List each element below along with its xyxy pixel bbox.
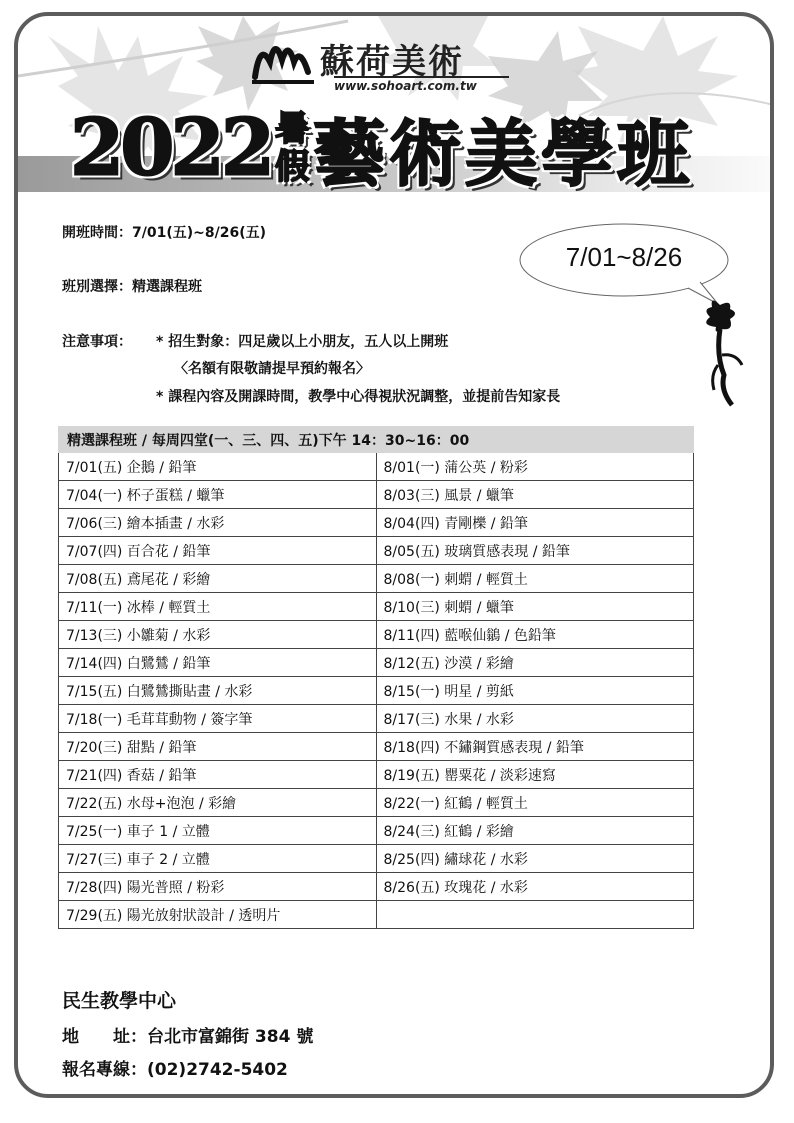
table-row (59, 873, 694, 901)
table-row (59, 649, 694, 677)
july-class-cell: 7/01(五) 企鵝 / 鉛筆 (59, 453, 377, 481)
august-class-cell: 8/10(三) 刺蝟 / 蠟筆 (376, 593, 694, 621)
july-class-cell: 7/11(一) 冰棒 / 輕質土 (59, 593, 377, 621)
cartoon-character-icon (690, 295, 750, 415)
period-text: 開班時間：7/01(五)~8/26(五) (62, 225, 266, 241)
july-class-cell: 7/25(一) 車子 1 / 立體 (59, 817, 377, 845)
august-class-cell: 8/22(一) 紅鶴 / 輕質土 (376, 789, 694, 817)
notice-item-1b: 〈名額有限敬請提早預約報名〉 (174, 361, 370, 377)
august-class-cell (376, 901, 694, 929)
august-class-cell: 8/03(三) 風景 / 蠟筆 (376, 481, 694, 509)
table-row (59, 845, 694, 873)
schedule-table (58, 426, 694, 929)
date-bubble (518, 222, 730, 300)
july-class-cell: 7/13(三) 小雛菊 / 水彩 (59, 621, 377, 649)
august-class-cell: 8/15(一) 明星 / 剪紙 (376, 677, 694, 705)
notice-item-2: * 課程內容及開課時間，教學中心得視狀況調整，並提前告知家長 (156, 389, 561, 405)
center-address: 地 址：台北市富錦街 384 號 (62, 1027, 314, 1047)
august-class-cell: 8/01(一) 蒲公英 / 粉彩 (376, 453, 694, 481)
table-row (59, 733, 694, 761)
table-row (59, 789, 694, 817)
july-class-cell: 7/20(三) 甜點 / 鉛筆 (59, 733, 377, 761)
title-rest: 藝術美學班 (313, 111, 694, 196)
title-stack-bottom: 假 (275, 147, 310, 187)
logo (250, 28, 520, 98)
schedule-body (59, 453, 694, 929)
center-phone: 報名專線：(02)2742-5402 (62, 1060, 288, 1080)
page-title (70, 96, 693, 206)
table-row (59, 593, 694, 621)
table-row (59, 481, 694, 509)
august-class-cell: 8/26(五) 玫瑰花 / 水彩 (376, 873, 694, 901)
bubble-date-range: 7/01~8/26 (565, 242, 683, 272)
august-class-cell: 8/11(四) 藍喉仙鶲 / 色鉛筆 (376, 621, 694, 649)
table-row (59, 537, 694, 565)
august-class-cell: 8/08(一) 刺蝟 / 輕質土 (376, 565, 694, 593)
july-class-cell: 7/15(五) 白鷺鷥撕貼畫 / 水彩 (59, 677, 377, 705)
table-row (59, 817, 694, 845)
july-class-cell: 7/14(四) 白鷺鷥 / 鉛筆 (59, 649, 377, 677)
table-row (59, 621, 694, 649)
table-row (59, 761, 694, 789)
august-class-cell: 8/19(五) 罌粟花 / 淡彩速寫 (376, 761, 694, 789)
table-row (59, 677, 694, 705)
title-year: 2022 (70, 102, 272, 194)
logo-url: www.sohoart.com.tw (334, 76, 509, 93)
july-class-cell: 7/28(四) 陽光普照 / 粉彩 (59, 873, 377, 901)
july-class-cell: 7/22(五) 水母+泡泡 / 彩繪 (59, 789, 377, 817)
july-class-cell: 7/18(一) 毛茸茸動物 / 簽字筆 (59, 705, 377, 733)
table-row (59, 705, 694, 733)
table-row (59, 509, 694, 537)
august-class-cell: 8/04(四) 青剛櫟 / 鉛筆 (376, 509, 694, 537)
july-class-cell: 7/29(五) 陽光放射狀設計 / 透明片 (59, 901, 377, 929)
schedule-header-row (59, 427, 694, 453)
schedule-header: 精選課程班 / 每周四堂(一、三、四、五)下午 14：30~16：00 (59, 427, 694, 453)
august-class-cell: 8/25(四) 繡球花 / 水彩 (376, 845, 694, 873)
august-class-cell: 8/17(三) 水果 / 水彩 (376, 705, 694, 733)
title-stack-top: 暑 (275, 109, 310, 149)
july-class-cell: 7/04(一) 杯子蛋糕 / 蠟筆 (59, 481, 377, 509)
july-class-cell: 7/08(五) 鳶尾花 / 彩繪 (59, 565, 377, 593)
logo-name: 蘇荷美術 (320, 42, 464, 82)
august-class-cell: 8/12(五) 沙漠 / 彩繪 (376, 649, 694, 677)
center-name: 民生教學中心 (62, 990, 177, 1012)
class-choice-text: 班別選擇：精選課程班 (62, 279, 202, 295)
august-class-cell: 8/18(四) 不鏽鋼質感表現 / 鉛筆 (376, 733, 694, 761)
title-stack (275, 110, 309, 186)
table-row (59, 901, 694, 929)
logo-mark-icon (250, 32, 320, 87)
august-class-cell: 8/24(三) 紅鶴 / 彩繪 (376, 817, 694, 845)
july-class-cell: 7/07(四) 百合花 / 鉛筆 (59, 537, 377, 565)
august-class-cell: 8/05(五) 玻璃質感表現 / 鉛筆 (376, 537, 694, 565)
july-class-cell: 7/06(三) 繪本插畫 / 水彩 (59, 509, 377, 537)
july-class-cell: 7/27(三) 車子 2 / 立體 (59, 845, 377, 873)
notice-label: 注意事項： (62, 334, 132, 350)
table-row (59, 565, 694, 593)
table-row (59, 453, 694, 481)
notice-item-1: * 招生對象：四足歲以上小朋友，五人以上開班 (156, 334, 449, 350)
july-class-cell: 7/21(四) 香菇 / 鉛筆 (59, 761, 377, 789)
